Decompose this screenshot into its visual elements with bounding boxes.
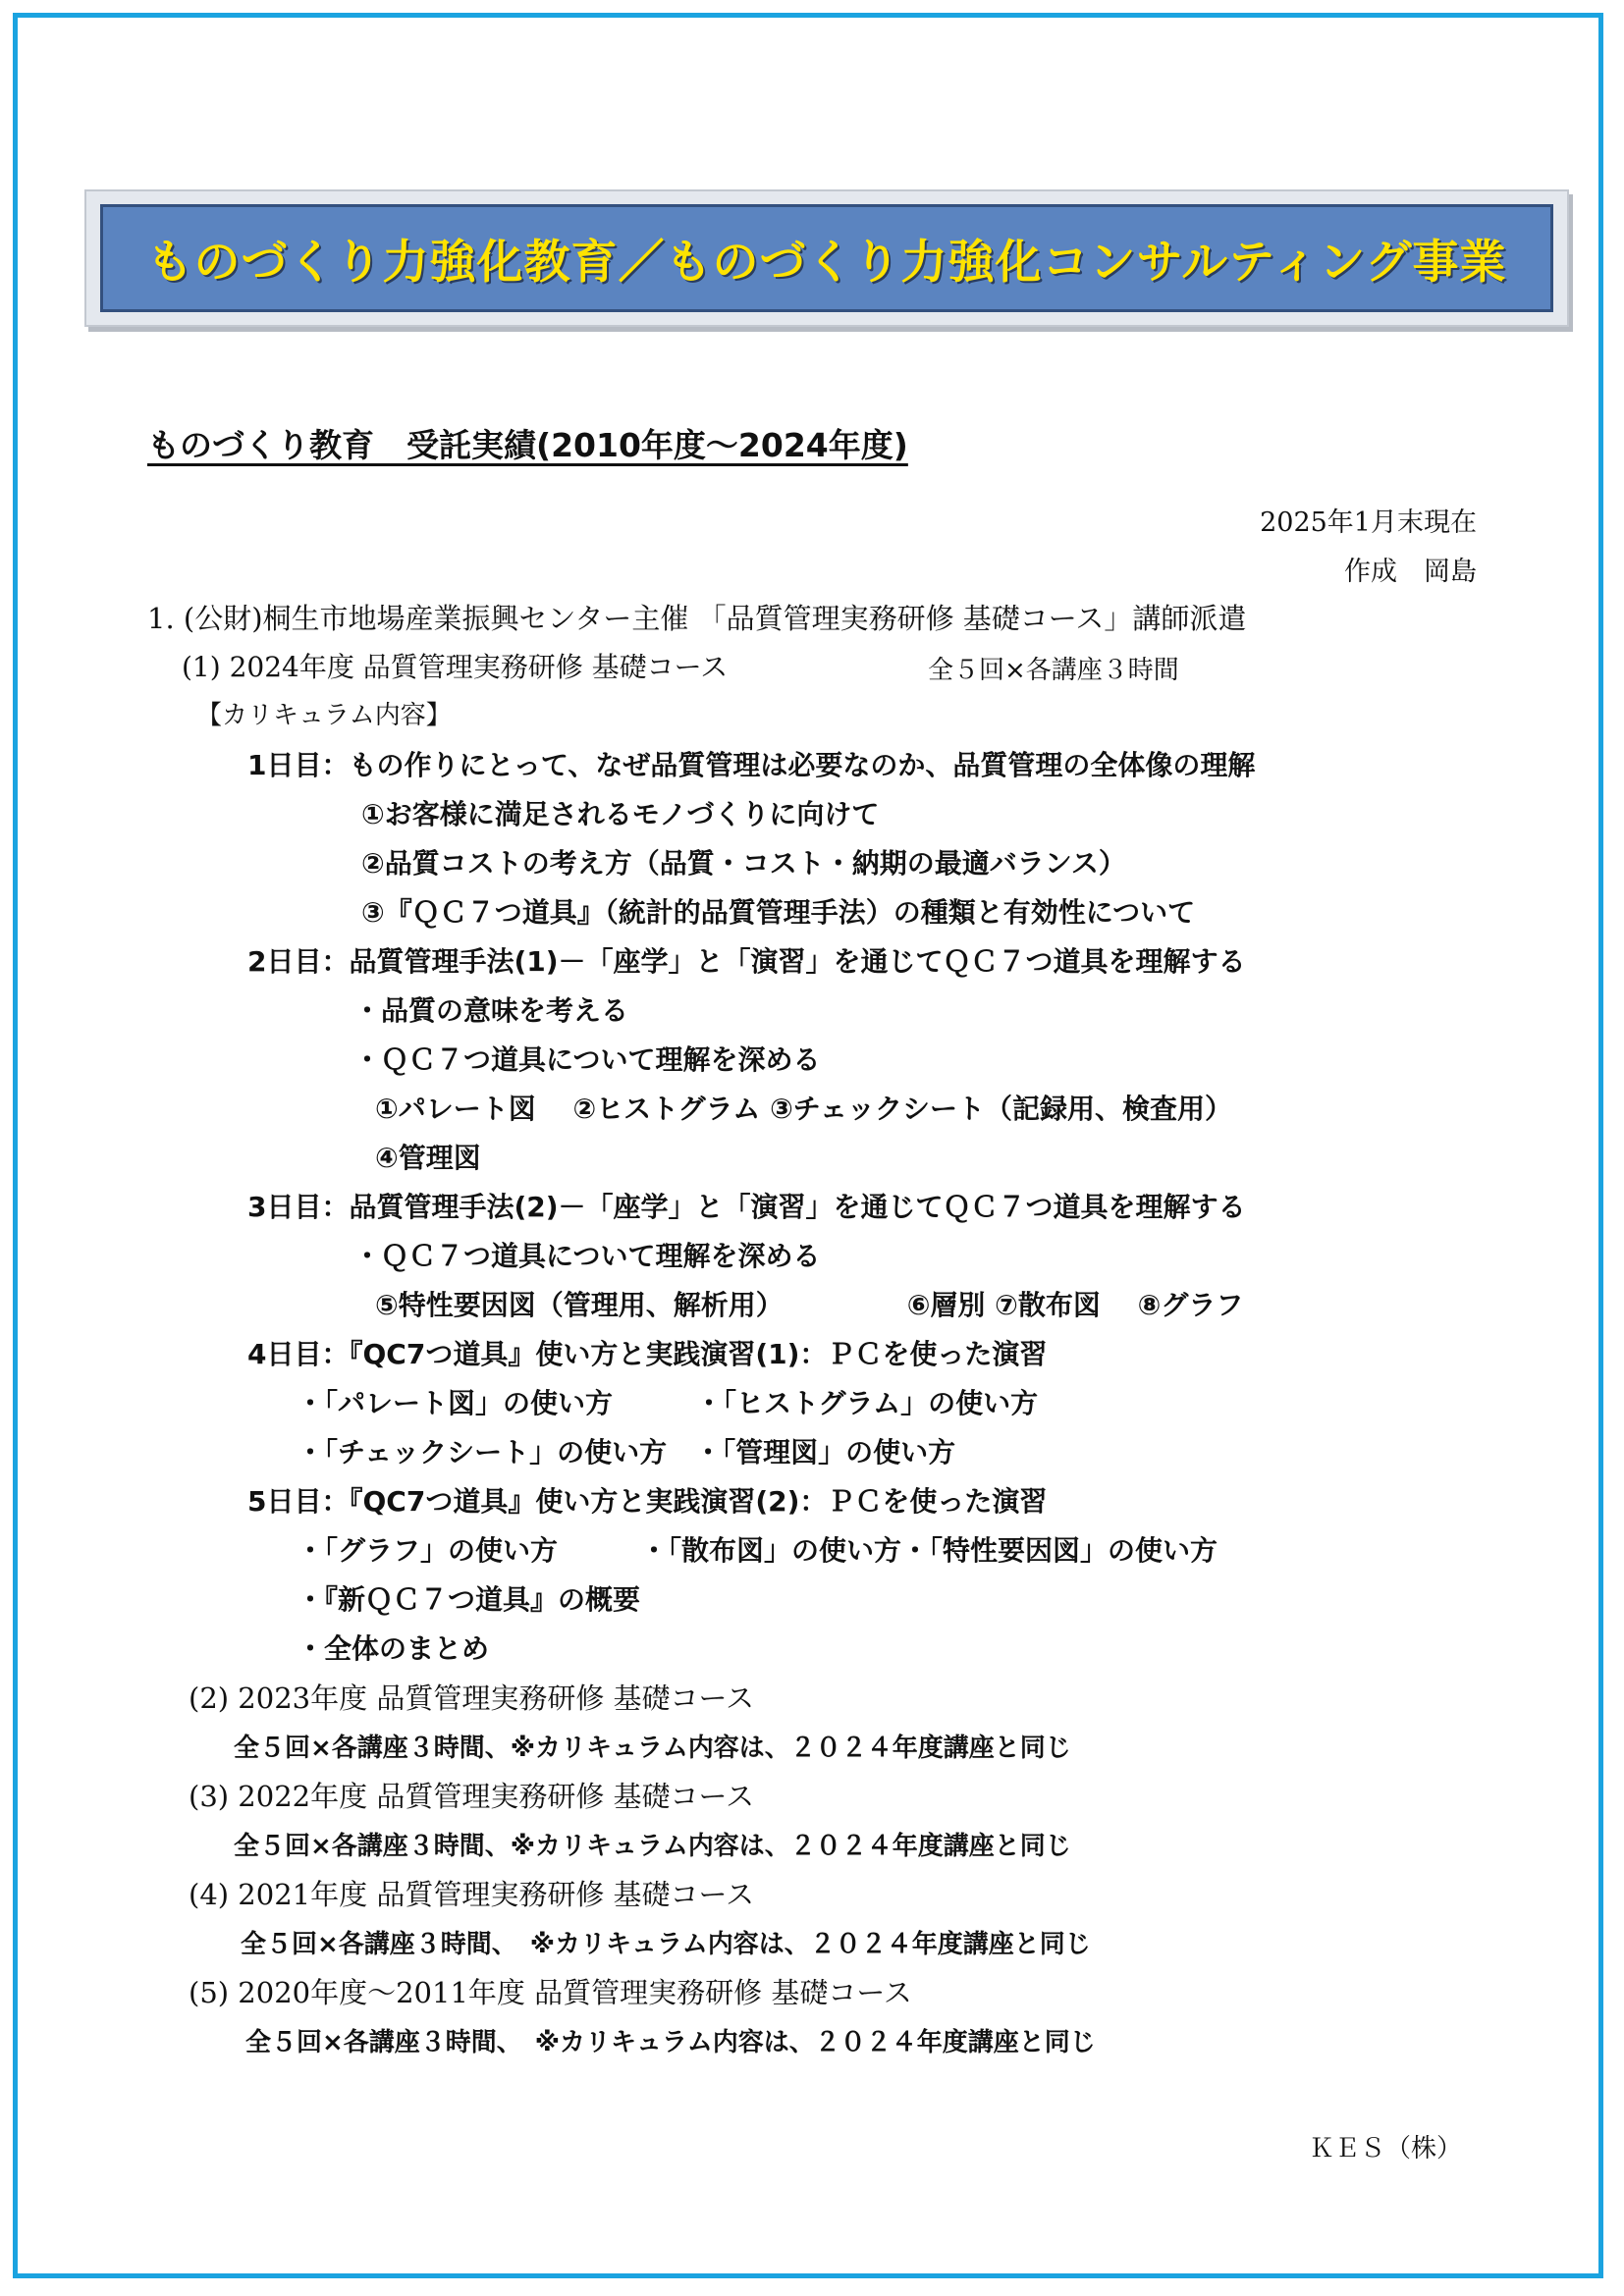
curriculum-item: ①お客様に満足されるモノづくりに向けて bbox=[361, 798, 880, 830]
curriculum-item: ①パレート図 ②ヒストグラム ③チェックシート（記録用、検査用） bbox=[375, 1093, 1232, 1125]
item-5-note: 全５回×各講座３時間、 ※カリキュラム内容は、２０２４年度講座と同じ bbox=[245, 2028, 1096, 2057]
document-subtitle: ものづくり教育 受託実績(2010年度～2024年度) bbox=[147, 426, 908, 464]
item-4-title: (4) 2021年度 品質管理実務研修 基礎コース bbox=[189, 1878, 755, 1911]
item-3-title: (3) 2022年度 品質管理実務研修 基礎コース bbox=[189, 1780, 755, 1813]
curriculum-item: ・ＱＣ７つ道具について理解を深める bbox=[353, 1240, 821, 1272]
item-1-note: 全５回×各講座３時間 bbox=[928, 656, 1179, 685]
item-5-title: (5) 2020年度～2011年度 品質管理実務研修 基礎コース bbox=[189, 1976, 912, 2009]
curriculum-item: ⑤特性要因図（管理用、解析用） ⑥層別 ⑦散布図 ⑧グラフ bbox=[375, 1289, 1244, 1321]
status-date: 2025年1月末現在 bbox=[1260, 507, 1477, 538]
curriculum-day-5: 5日目：『QC7つ道具』使い方と実践演習(2)：ＰＣを使った演習 bbox=[247, 1485, 1048, 1518]
author: 作成 岡島 bbox=[1344, 557, 1477, 587]
curriculum-item: ・「チェックシート」の使い方 ・「管理図」の使い方 bbox=[297, 1436, 956, 1468]
curriculum-day-3: 3日目：品質管理手法(2)－「座学」と「演習」を通じてＱＣ７つ道具を理解する bbox=[247, 1191, 1246, 1223]
curriculum-day-4: 4日目：『QC7つ道具』使い方と実践演習(1)：ＰＣを使った演習 bbox=[247, 1338, 1048, 1370]
item-3-note: 全５回×各講座３時間、※カリキュラム内容は、２０２４年度講座と同じ bbox=[234, 1832, 1071, 1861]
curriculum-day-1: 1日目：もの作りにとって、なぜ品質管理は必要なのか、品質管理の全体像の理解 bbox=[247, 749, 1256, 781]
curriculum-item: ・「パレート図」の使い方 ・「ヒストグラム」の使い方 bbox=[297, 1387, 1039, 1419]
curriculum-item: ・『新ＱＣ７つ道具』の概要 bbox=[297, 1583, 641, 1616]
curriculum-item: ・品質の意味を考える bbox=[353, 994, 629, 1027]
item-2-note: 全５回×各講座３時間、※カリキュラム内容は、２０２４年度講座と同じ bbox=[234, 1734, 1071, 1763]
curriculum-item: ・全体のまとめ bbox=[297, 1632, 490, 1665]
curriculum-day-2: 2日目：品質管理手法(1)－「座学」と「演習」を通じてＱＣ７つ道具を理解する bbox=[247, 945, 1246, 978]
item-4-note: 全５回×各講座３時間、 ※カリキュラム内容は、２０２４年度講座と同じ bbox=[241, 1930, 1091, 1959]
banner-title: ものづくり力強化教育／ものづくり力強化コンサルティング事業 bbox=[146, 235, 1507, 290]
curriculum-item: ③『ＱＣ７つ道具』（統計的品質管理手法）の種類と有効性について bbox=[361, 896, 1196, 929]
item-1-title: (1) 2024年度 品質管理実務研修 基礎コース bbox=[182, 651, 729, 683]
curriculum-item: ・ＱＣ７つ道具について理解を深める bbox=[353, 1043, 821, 1076]
curriculum-label: 【カリキュラム内容】 bbox=[196, 701, 452, 730]
curriculum-item: ④管理図 bbox=[375, 1142, 481, 1174]
title-banner bbox=[84, 189, 1569, 327]
title-banner-panel bbox=[100, 204, 1553, 312]
section-1-heading: 1. (公財)桐生市地場産業振興センター主催 「品質管理実務研修 基礎コース」講師派遣 bbox=[147, 602, 1247, 635]
item-2-title: (2) 2023年度 品質管理実務研修 基礎コース bbox=[189, 1682, 755, 1715]
footer-company: ＫＥＳ（株） bbox=[1308, 2134, 1462, 2163]
curriculum-item: ②品質コストの考え方（品質・コスト・納期の最適バランス） bbox=[361, 847, 1126, 880]
curriculum-item: ・「グラフ」の使い方 ・「散布図」の使い方・「特性要因図」の使い方 bbox=[297, 1534, 1218, 1567]
